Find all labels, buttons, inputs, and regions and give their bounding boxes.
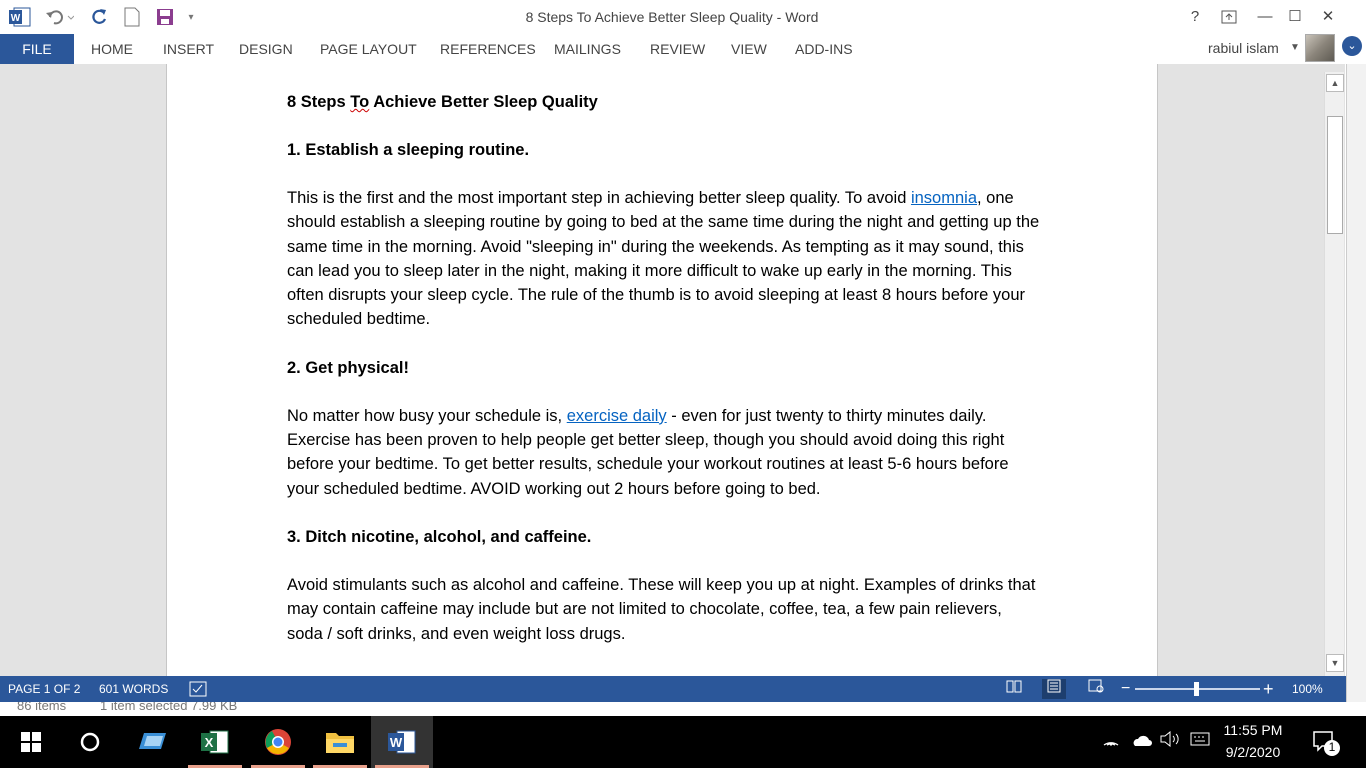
minimize-button[interactable]: — xyxy=(1257,8,1273,25)
tab-references[interactable]: REFERENCES xyxy=(440,41,536,57)
ribbon-tabs xyxy=(0,34,1366,64)
tab-design[interactable]: DESIGN xyxy=(239,41,293,57)
exercise-daily-link[interactable]: exercise daily xyxy=(566,406,667,425)
user-account-name[interactable]: rabiul islam xyxy=(1208,40,1279,56)
tab-home[interactable]: HOME xyxy=(91,41,133,57)
explorer-item-count: 86 items xyxy=(17,702,67,713)
section-3-heading: 3. Ditch nicotine, alcohol, and caffeine. xyxy=(287,527,592,546)
document-area xyxy=(0,64,1345,676)
scroll-thumb[interactable] xyxy=(1327,116,1343,234)
chevron-down-icon[interactable]: ▼ xyxy=(1290,42,1300,53)
file-explorer-icon[interactable] xyxy=(309,716,371,768)
tab-add-ins[interactable]: ADD-INS xyxy=(795,41,853,57)
document-content[interactable] xyxy=(287,90,1042,670)
maximize-button[interactable]: ☐ xyxy=(1288,8,1302,25)
section-2-heading: 2. Get physical! xyxy=(287,358,409,377)
svg-text:X: X xyxy=(204,735,214,750)
tab-page-layout[interactable]: PAGE LAYOUT xyxy=(320,41,417,57)
read-mode-icon[interactable] xyxy=(1002,679,1026,699)
print-layout-icon[interactable] xyxy=(1042,679,1066,699)
customize-quick-access-icon[interactable]: ▾ xyxy=(188,11,194,23)
excel-icon[interactable] xyxy=(184,716,246,768)
ribbon-display-options-button[interactable] xyxy=(1216,6,1242,28)
clock-time[interactable]: 11:55 PM xyxy=(1223,722,1283,738)
zoom-out-button[interactable]: − xyxy=(1121,680,1131,697)
taskbar xyxy=(0,716,1366,768)
explorer-selection-info: 1 item selected 7.99 KB xyxy=(100,702,238,713)
tab-insert[interactable]: INSERT xyxy=(163,41,215,57)
word-count[interactable]: 601 WORDS xyxy=(99,682,169,696)
title-bar xyxy=(0,0,1366,34)
cortana-icon[interactable] xyxy=(59,716,121,768)
input-method-icon[interactable] xyxy=(1188,716,1212,768)
background-explorer-status xyxy=(0,702,1366,716)
avatar[interactable] xyxy=(1305,34,1335,62)
section-1-heading: 1. Establish a sleeping routine. xyxy=(287,141,530,159)
start-icon[interactable] xyxy=(0,716,62,768)
tab-mailings[interactable]: MAILINGS xyxy=(554,41,621,57)
network-icon[interactable] xyxy=(1100,716,1122,768)
word-taskbar-button[interactable] xyxy=(371,716,433,768)
section-3-paragraph: Avoid stimulants such as alcohol and caffeine. These will keep you up at night. Examples of drinks that may contain caffeine may include but are not limited to chocolate, coffee, tea, a few pain relievers, soda / soft drinks, and even weight loss drugs. xyxy=(287,575,1036,643)
close-button[interactable]: ✕ xyxy=(1321,8,1335,25)
clock-date[interactable]: 9/2/2020 xyxy=(1225,744,1281,760)
status-bar xyxy=(0,676,1346,702)
section-1-paragraph: This is the first and the most important step in achieving better sleep quality. To avoid insomnia, one should establish a sleeping routine by going to bed at the same time during the night and getting up the same time in the morning. Avoid "sleeping in" during the weekends. As tempting as it may sound, this can lead you to sleep later in the night, making it more difficult to wake up early in the morning. This often disrupts your sleep cycle. The rule of the thumb is to avoid sleeping at least 8 hours before your scheduled bedtime. xyxy=(287,189,1040,329)
tab-view[interactable]: VIEW xyxy=(731,41,767,57)
scroll-down-icon[interactable]: ▼ xyxy=(1326,654,1344,672)
zoom-in-button[interactable]: + xyxy=(1263,679,1274,699)
tab-file[interactable]: FILE xyxy=(0,34,74,64)
vertical-scrollbar[interactable] xyxy=(1324,72,1344,676)
document-page[interactable] xyxy=(166,64,1158,676)
tab-review[interactable]: REVIEW xyxy=(650,41,706,57)
volume-icon[interactable] xyxy=(1158,716,1184,768)
help-button[interactable]: ? xyxy=(1190,8,1200,25)
remote-desktop-icon[interactable] xyxy=(122,716,184,768)
zoom-slider-handle[interactable] xyxy=(1194,682,1199,696)
svg-text:W: W xyxy=(10,13,21,24)
notification-center-icon[interactable] xyxy=(1308,726,1342,758)
scroll-up-icon[interactable]: ▲ xyxy=(1326,74,1344,92)
spelling-flagged-word: To xyxy=(350,93,370,111)
collapse-ribbon-icon[interactable]: ⌄ xyxy=(1342,36,1362,56)
document-title: 8 Steps To Achieve Better Sleep Quality xyxy=(287,93,598,111)
insomnia-link[interactable]: insomnia xyxy=(910,189,978,207)
web-layout-icon[interactable] xyxy=(1084,679,1108,699)
onedrive-icon[interactable] xyxy=(1128,716,1154,768)
notification-count: 1 xyxy=(1328,740,1336,754)
page-count[interactable]: PAGE 1 OF 2 xyxy=(8,682,81,696)
background-window-edge xyxy=(1346,64,1366,716)
section-2-paragraph: No matter how busy your schedule is, exercise daily - even for just twenty to thirty minutes daily. Exercise has been proven to help people get better sleep, though you should avoid doing this right before your bedtime. To get better results, schedule your workout routines at least 5-6 hours before your scheduled bedtime. AVOID working out 2 hours before going to bed. xyxy=(287,406,1009,498)
svg-text:W: W xyxy=(389,735,403,750)
zoom-level[interactable]: 100% xyxy=(1292,682,1323,696)
window-title: 8 Steps To Achieve Better Sleep Quality - Word xyxy=(525,9,819,25)
chrome-icon[interactable] xyxy=(247,716,309,768)
